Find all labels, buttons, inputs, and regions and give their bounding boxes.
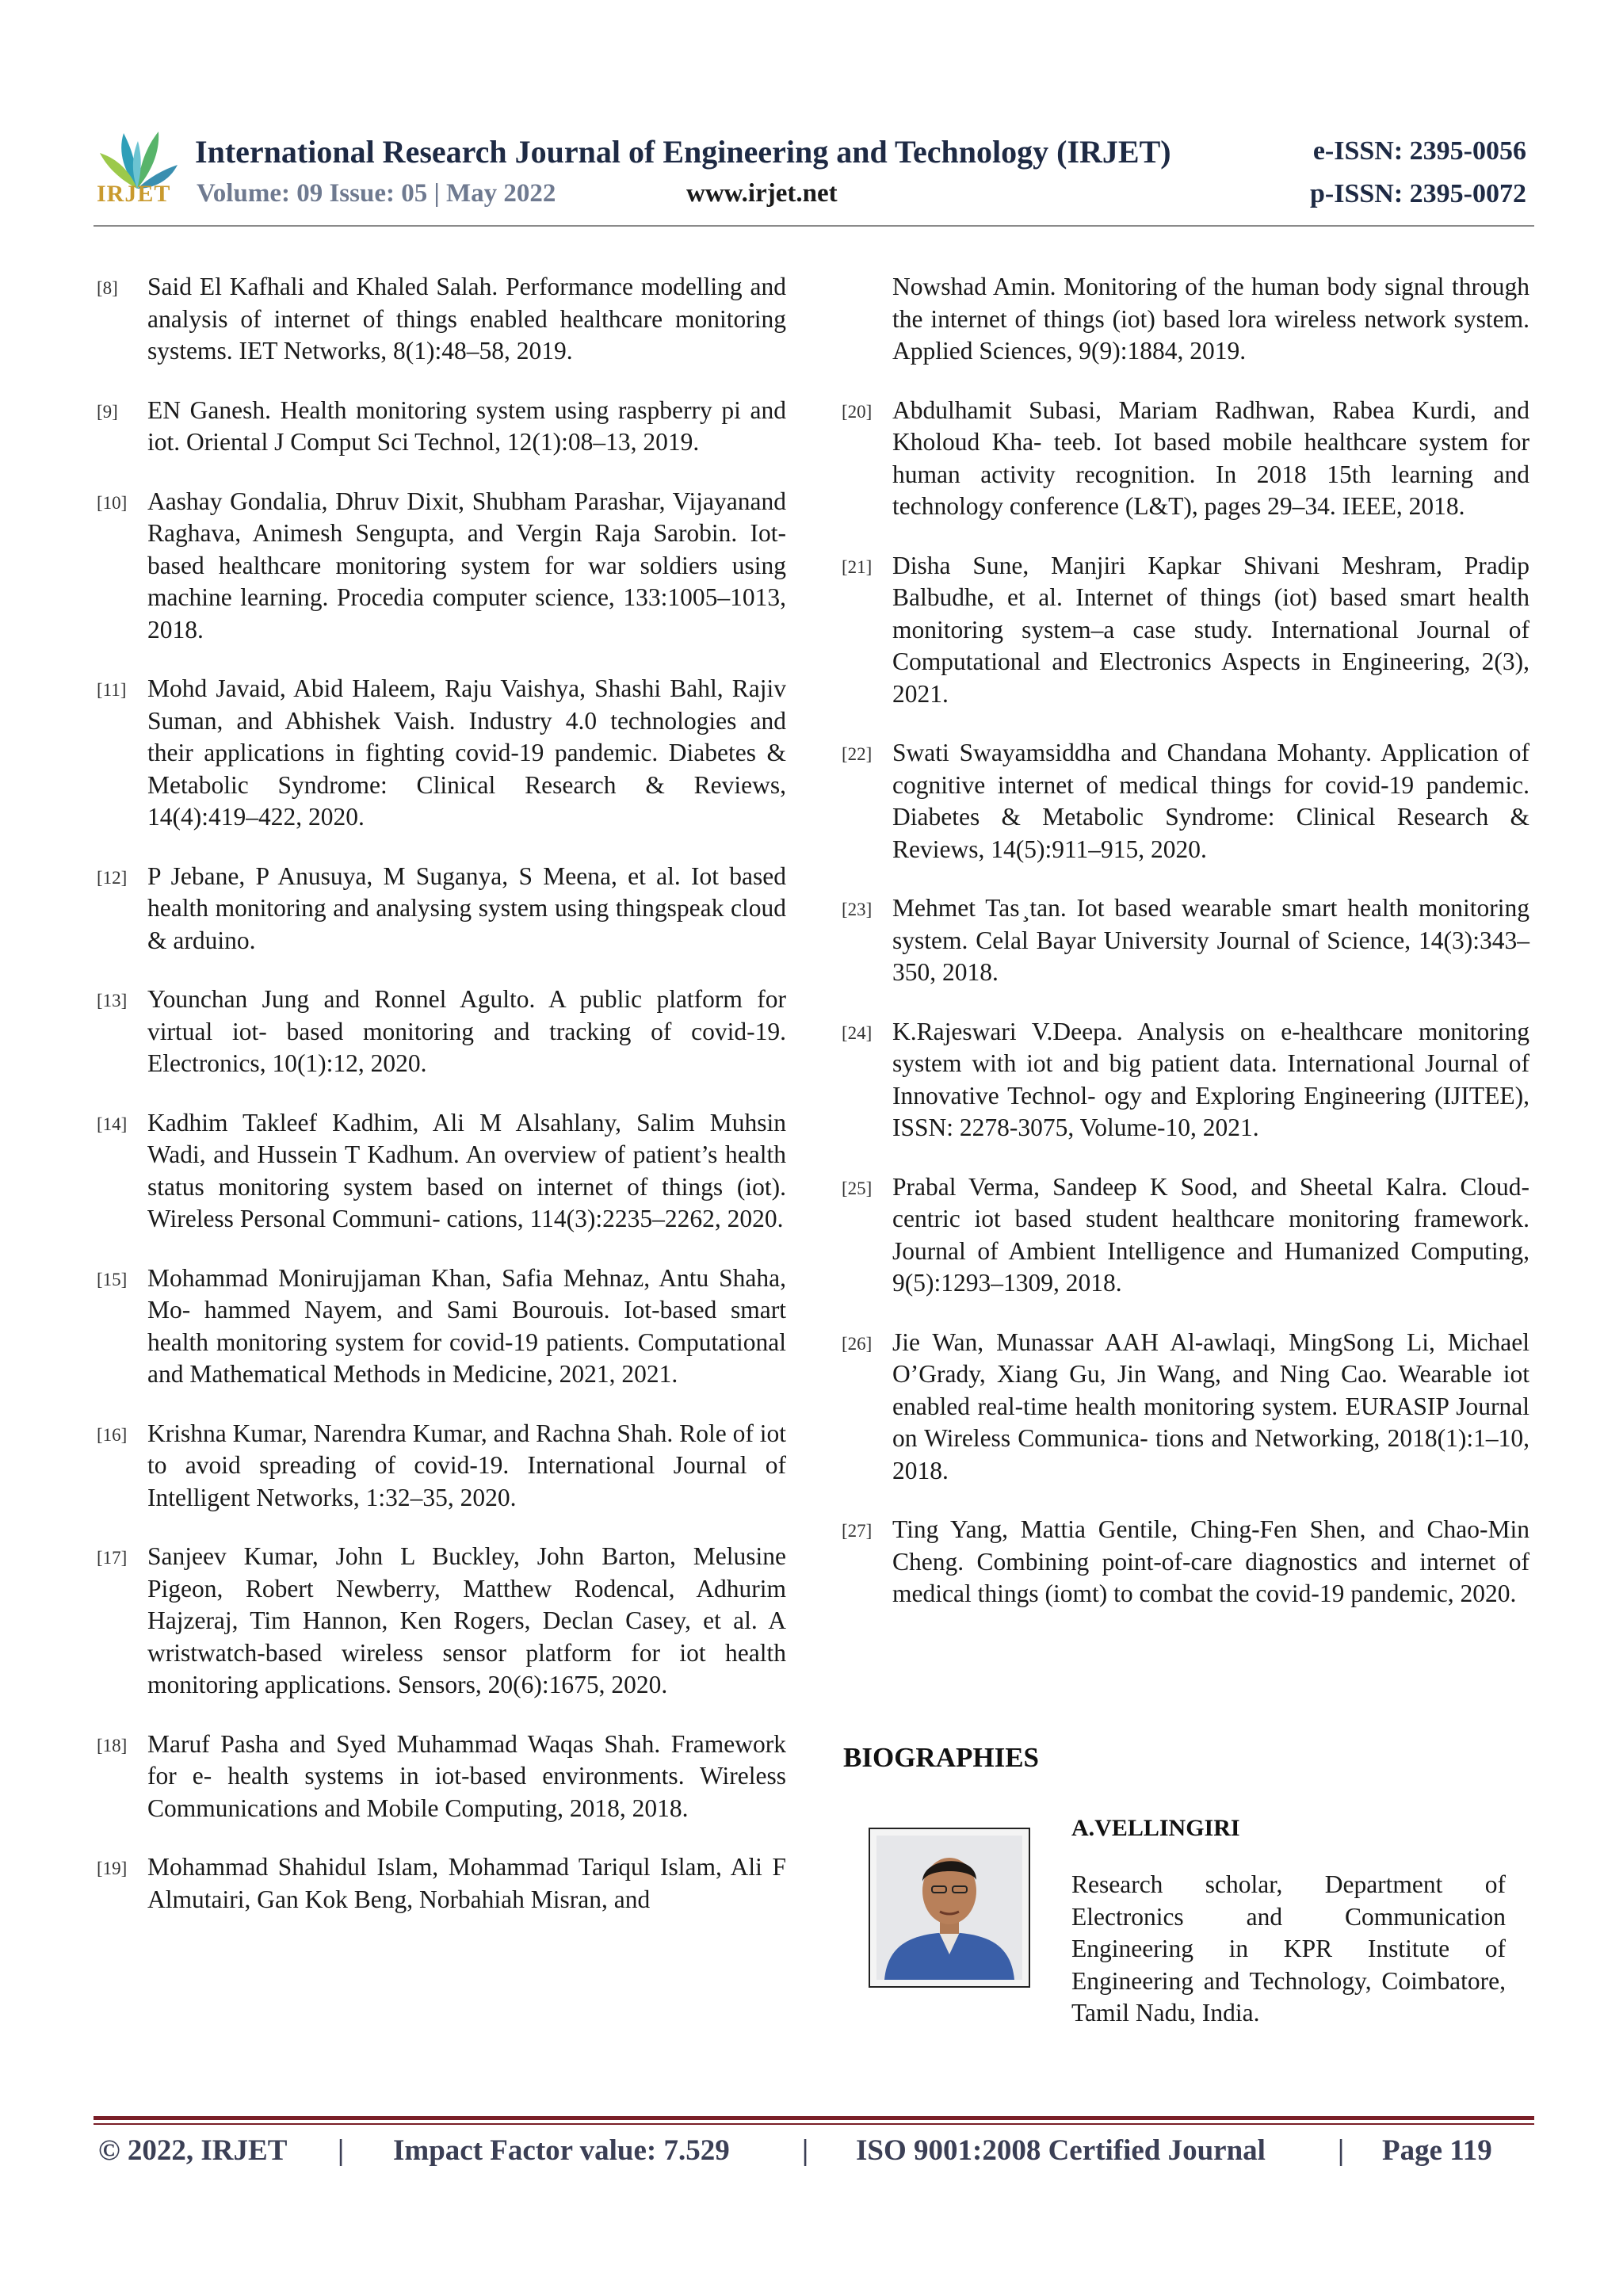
footer-iso: ISO 9001:2008 Certified Journal [856, 2134, 1266, 2167]
reference-text: Krishna Kumar, Narendra Kumar, and Rachna Shah. Role of iot to avoid spreading of covid-19. International Journal of Intelligent Networks, 1:32–35, 2020. [147, 1419, 786, 1511]
reference-number: [13] [97, 991, 128, 1010]
reference-text: Mohammad Shahidul Islam, Mohammad Tariqul Islam, Ali F Almutairi, Gan Kok Beng, Norbahiah Misran, and [147, 1853, 786, 1913]
footer-impact-factor: Impact Factor value: 7.529 [393, 2134, 730, 2167]
reference-text: Swati Swayamsiddha and Chandana Mohanty. Application of cognitive internet of medical things for covid-19 pandemic. Diabetes & Metabolic Syndrome: Clinical Research & Reviews, 14(5):911–915, 2020. [892, 739, 1529, 863]
reference-item [97, 1418, 786, 1515]
references-right-column [842, 271, 1529, 1637]
reference-text: Mohammad Monirujjaman Khan, Safia Mehnaz, Antu Shaha, Mo- hammed Nayem, and Sami Bourouis. Iot-based smart health monitoring system for covid-19 patients. Computational and Mathematical Methods in Medicine, 2021, 2021. [147, 1263, 786, 1388]
author-portrait-image [876, 1836, 1022, 1980]
reference-item [97, 271, 786, 368]
reference-number: [24] [842, 1022, 873, 1043]
reference-text: Disha Sune, Manjiri Kapkar Shivani Meshram, Pradip Balbudhe, et al. Internet of things (iot) based smart health monitoring system–a case study. International Journal of Computational and Electronics Aspects in Engineering, 2(3), 2021. [892, 551, 1529, 708]
reference-text: Sanjeev Kumar, John L Buckley, John Barton, Melusine Pigeon, Robert Newberry, Matthew Rodencal, Adhurim Hajzeraj, Tim Hannon, Ken Rogers, Declan Casey, et al. A wristwatch-based wireless sensor platform for iot health monitoring applications. Sensors, 20(6):1675, 2020. [147, 1542, 786, 1698]
footer-divider [94, 2116, 1534, 2120]
reference-number: [22] [842, 744, 873, 764]
references-left-column [97, 271, 786, 1943]
footer-separator: | [338, 2134, 345, 2167]
journal-url[interactable]: www.irjet.net [686, 179, 838, 208]
reference-number: [11] [97, 680, 127, 700]
reference-item [97, 1263, 786, 1391]
reference-item [842, 1016, 1529, 1144]
reference-item [842, 550, 1529, 711]
e-issn: e-ISSN: 2395-0056 [1312, 136, 1526, 166]
reference-continuation: Nowshad Amin. Monitoring of the human body signal through the internet of things (iot) based lora wireless network system. Applied Sciences, 9(9):1884, 2019. [892, 273, 1529, 365]
reference-number: [8] [97, 278, 118, 298]
reference-number: [9] [97, 401, 118, 422]
reference-number: [17] [97, 1548, 128, 1568]
author-bio: Research scholar, Department of Electronics and Communication Engineering in KPR Institute of Engineering and Technology, Coimbatore, Tamil Nadu, India. [1071, 1870, 1506, 2027]
reference-text: Abdulhamit Subasi, Mariam Radhwan, Rabea Kurdi, and Kholoud Kha- teeb. Iot based mobile healthcare system for human activity recognition. In 2018 15th learning and technology conference (L&T), pages 29–34. IEEE, 2018. [892, 395, 1529, 520]
reference-text: Mohd Javaid, Abid Haleem, Raju Vaishya, Shashi Bahl, Rajiv Suman, and Abhishek Vaish. Industry 4.0 technologies and their applications in fighting covid-19 pandemic. Diabetes & Metabolic Syndrome: Clinical Research & Reviews, 14(4):419–422, 2020. [147, 674, 786, 831]
page-header [0, 0, 1623, 230]
reference-text: P Jebane, P Anusuya, M Suganya, S Meena, et al. Iot based health monitoring and analysing system using thingspeak cloud & arduino. [147, 861, 786, 954]
reference-number: [25] [842, 1178, 873, 1198]
reference-item [842, 395, 1529, 523]
volume-issue: Volume: 09 Issue: 05 | May 2022 [197, 179, 556, 208]
reference-text: Ting Yang, Mattia Gentile, Ching-Fen Shen, and Chao-Min Cheng. Combining point-of-care diagnostics and internet of medical things (iomt) to combat the covid-19 pandemic, 2020. [892, 1515, 1529, 1607]
reference-number: [12] [97, 867, 128, 888]
reference-text: Kadhim Takleef Kadhim, Ali M Alsahlany, Salim Muhsin Wadi, and Hussein T Kadhum. An overview of patient’s health status monitoring system based on internet of things (iot). Wireless Personal Communi- cations, 114(3):2235–2262, 2020. [147, 1108, 786, 1232]
reference-item [97, 1729, 786, 1825]
footer-copyright: © 2022, IRJET [98, 2134, 288, 2167]
reference-number: [15] [97, 1269, 128, 1289]
reference-item [97, 1107, 786, 1236]
reference-text: Maruf Pasha and Syed Muhammad Waqas Shah. Framework for e- health systems in iot-based environments. Wireless Communications and Mobile Computing, 2018, 2018. [147, 1729, 786, 1822]
reference-item [842, 1327, 1529, 1488]
reference-number: [26] [842, 1333, 873, 1354]
logo-text: IRJET [97, 181, 171, 207]
reference-item [97, 861, 786, 957]
reference-text: Prabal Verma, Sandeep K Sood, and Sheetal Kalra. Cloud-centric iot based student healthcare monitoring framework. Journal of Ambient Intelligence and Humanized Computing, 9(5):1293–1309, 2018. [892, 1172, 1529, 1297]
reference-text: Mehmet Tas ̧tan. Iot based wearable smart health monitoring system. Celal Bayar University Journal of Science, 14(3):343–350, 2018. [892, 894, 1529, 986]
reference-number: [14] [97, 1114, 128, 1134]
reference-item [97, 984, 786, 1080]
reference-text: Said El Kafhali and Khaled Salah. Performance modelling and analysis of internet of things enabled healthcare monitoring systems. IET Networks, 8(1):48–58, 2019. [147, 273, 786, 365]
reference-item [97, 486, 786, 647]
header-divider [94, 225, 1534, 227]
reference-number: [16] [97, 1424, 128, 1445]
reference-number: [10] [97, 492, 128, 513]
footer-separator: | [802, 2134, 809, 2167]
reference-item [97, 1851, 786, 1916]
person-portrait-icon [876, 1836, 1022, 1980]
footer-separator: | [1338, 2134, 1345, 2167]
reference-text: Jie Wan, Munassar AAH Al-awlaqi, MingSong Li, Michael O’Grady, Xiang Gu, Jin Wang, and Ning Cao. Wearable iot enabled real-time health monitoring system. EURASIP Journal on Wireless Communica- tions and Networking, 2018(1):1–10, 2018. [892, 1328, 1529, 1484]
reference-text: Aashay Gondalia, Dhruv Dixit, Shubham Parashar, Vijayanand Raghava, Animesh Sengupta, and Vergin Raja Sarobin. Iot-based healthcare monitoring system for war soldiers using machine learning. Procedia computer science, 133:1005–1013, 2018. [147, 487, 786, 644]
reference-number: [23] [842, 900, 873, 919]
author-name: A.VELLINGIRI [1071, 1815, 1240, 1841]
reference-number: [18] [97, 1735, 128, 1755]
reference-number: [27] [842, 1521, 873, 1541]
reference-text: K.Rajeswari V.Deepa. Analysis on e-healthcare monitoring system with iot and big patient data. International Journal of Innovative Technol- ogy and Exploring Engineering (IJITEE), ISSN: 2278-3075, Volume-10, 2021. [892, 1017, 1529, 1141]
reference-item [97, 395, 786, 459]
reference-number: [20] [842, 401, 873, 422]
journal-title: International Research Journal of Engineering and Technology (IRJET) [195, 134, 1171, 170]
author-photo [869, 1828, 1030, 1988]
page-number: Page 119 [1382, 2134, 1492, 2167]
footer-divider-thin [94, 2123, 1534, 2125]
reference-item [842, 1514, 1529, 1610]
reference-item [97, 673, 786, 834]
reference-number: [19] [97, 1859, 128, 1878]
reference-item [97, 1541, 786, 1702]
reference-item [842, 892, 1529, 989]
reference-item [842, 737, 1529, 865]
page-footer [94, 2134, 1534, 2173]
biographies-heading: BIOGRAPHIES [843, 1742, 1039, 1773]
reference-item [842, 1171, 1529, 1300]
reference-number: [21] [842, 556, 873, 577]
reference-text: Younchan Jung and Ronnel Agulto. A public platform for virtual iot- based monitoring and tracking of covid-19. Electronics, 10(1):12, 2020. [147, 985, 786, 1077]
p-issn: p-ISSN: 2395-0072 [1310, 179, 1526, 208]
reference-text: EN Ganesh. Health monitoring system using raspberry pi and iot. Oriental J Comput Sci Technol, 12(1):08–13, 2019. [147, 395, 786, 456]
